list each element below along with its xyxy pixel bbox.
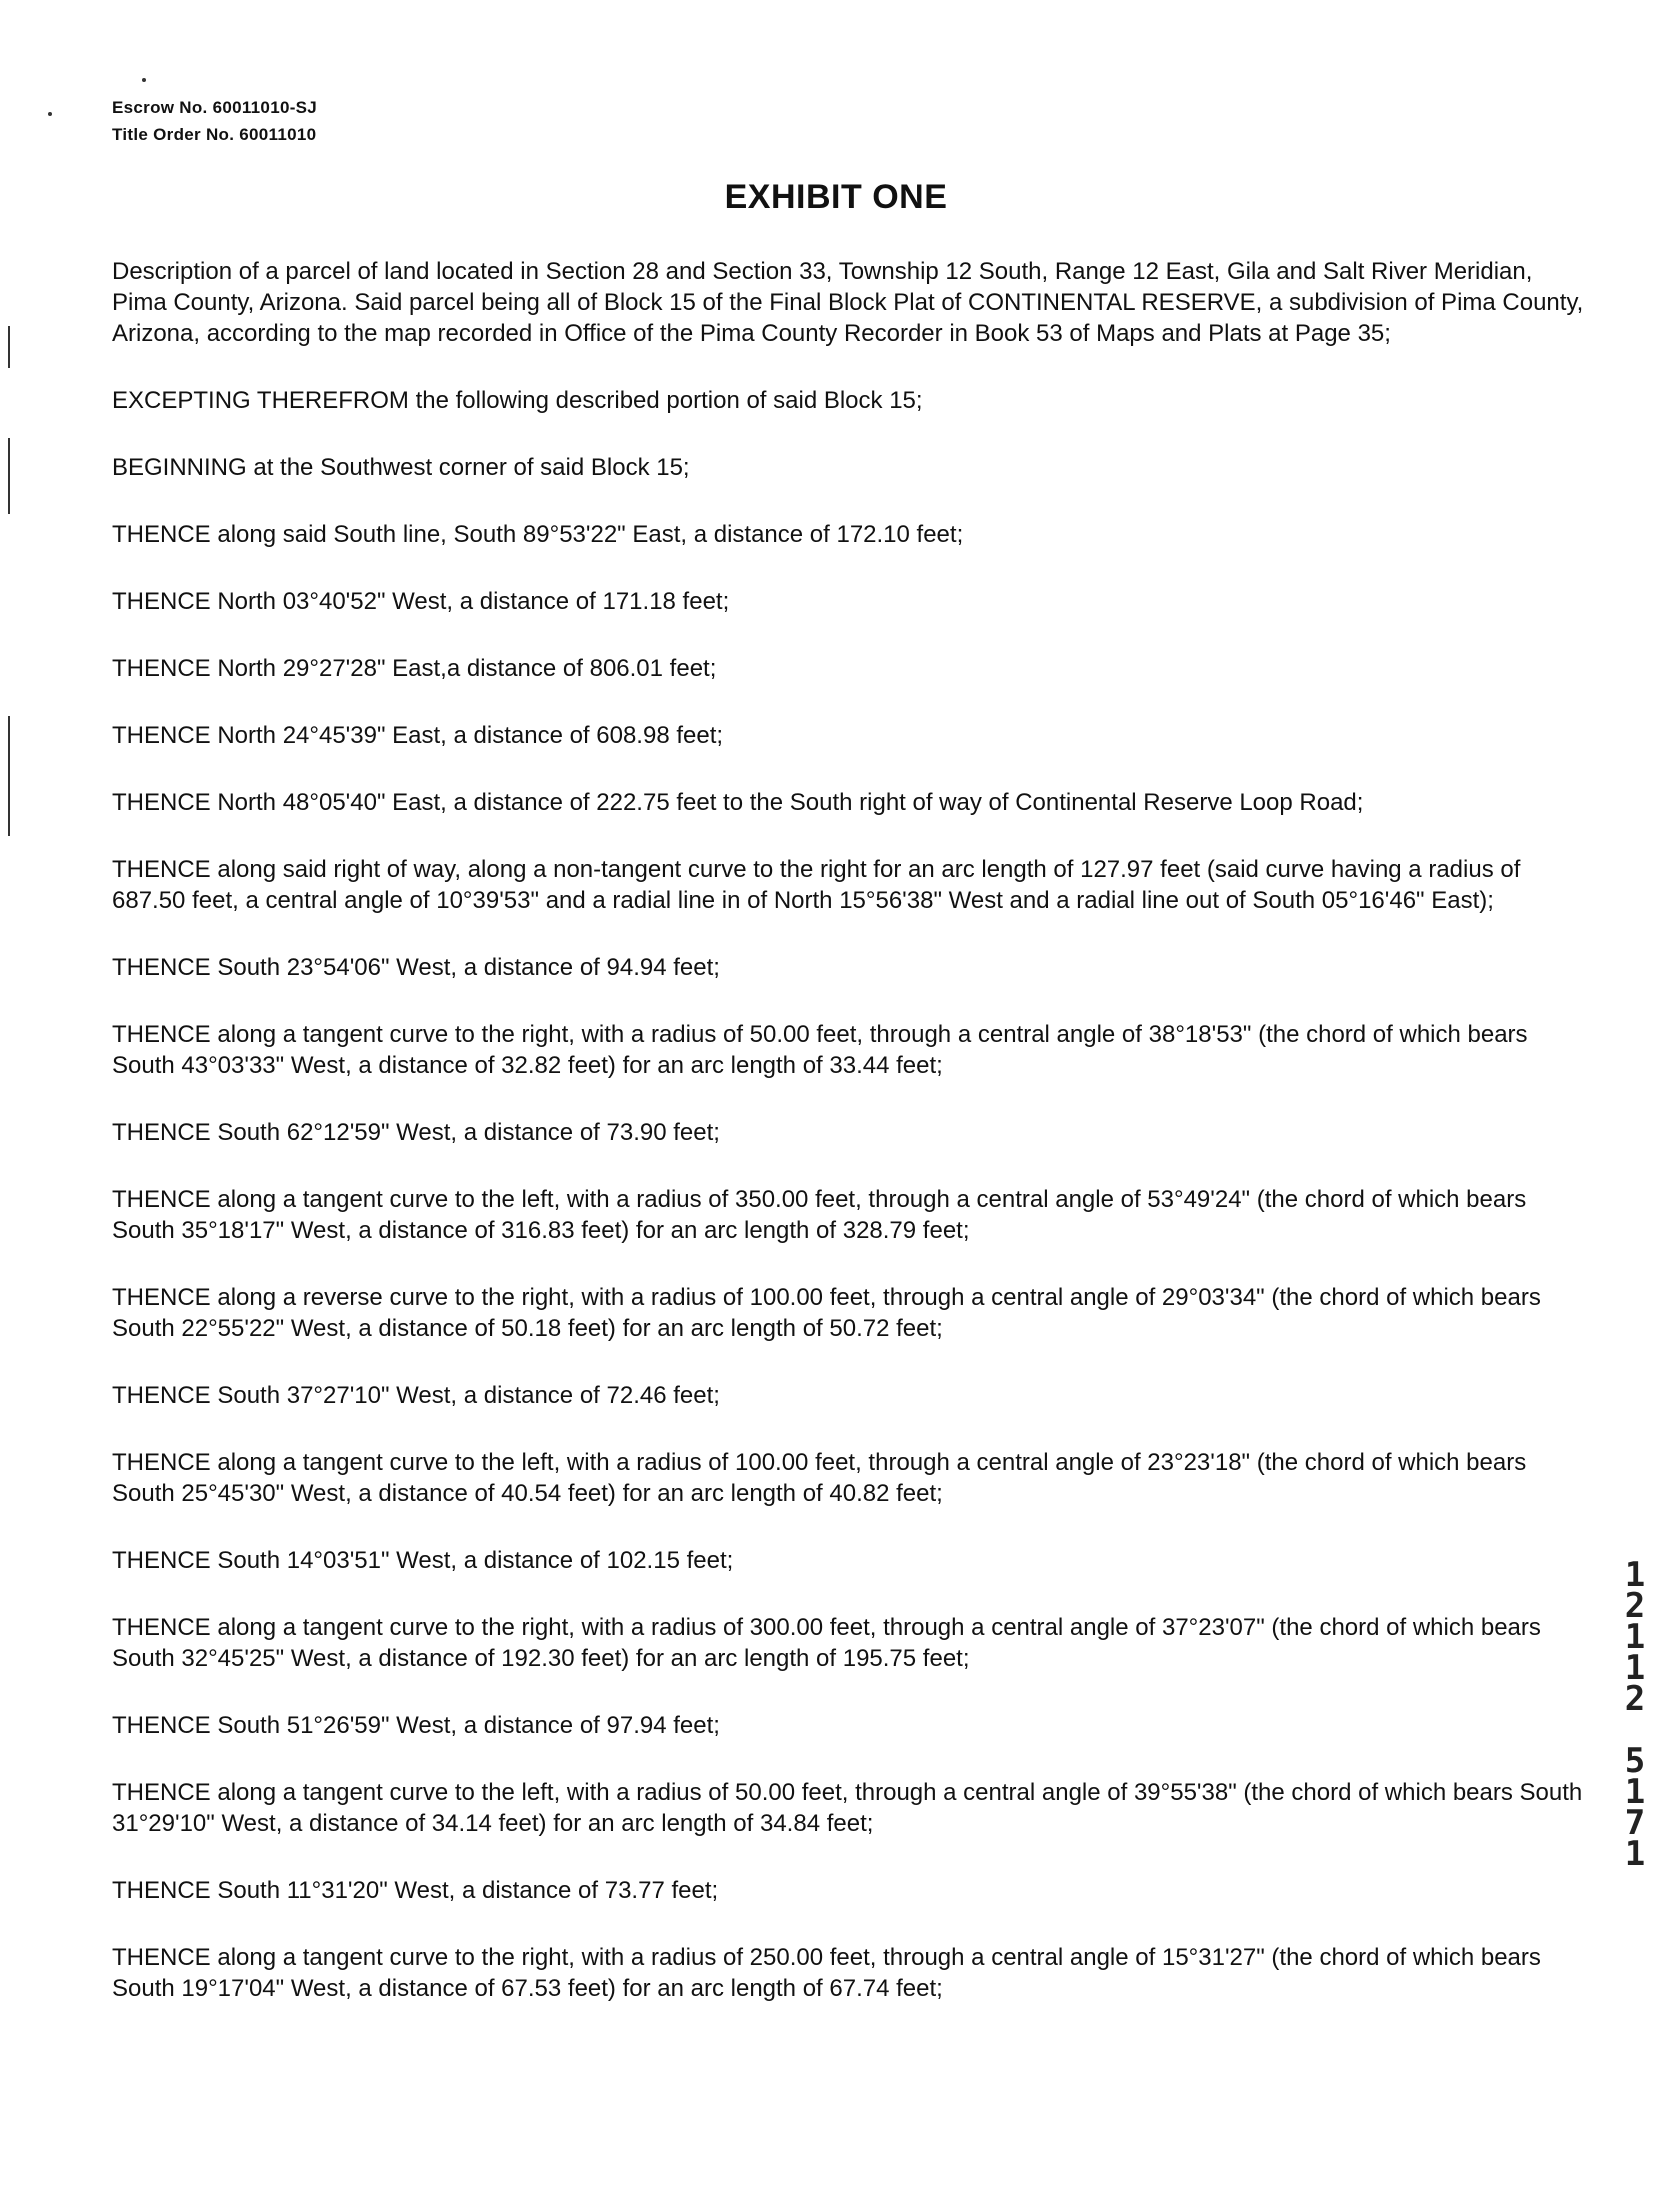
paragraph: THENCE South 23°54'06" West, a distance of 94.94 feet; bbox=[112, 954, 720, 981]
paragraph: THENCE along a tangent curve to the right, with a radius of 250.00 feet, through a central angle of 15°31'27" (the chord of which bears South 19°17'04" West, a distance of 67.53 feet) for an arc length of 67.74 feet; bbox=[112, 1944, 1541, 2002]
stamp-digit: 2 bbox=[1624, 1679, 1646, 1719]
stamp-digit: 5 bbox=[1624, 1741, 1646, 1781]
paragraph: BEGINNING at the Southwest corner of said Block 15; bbox=[112, 454, 690, 481]
scan-margin-line bbox=[8, 438, 10, 514]
recording-stamp-number bbox=[1620, 1555, 1650, 1874]
scan-margin-line bbox=[8, 326, 10, 368]
exhibit-title: EXHIBIT ONE bbox=[724, 178, 948, 216]
legal-description bbox=[112, 256, 1592, 2040]
title-order-number: Title Order No. 60011010 bbox=[112, 125, 317, 144]
stamp-digit: 1 bbox=[1624, 1555, 1646, 1595]
paragraph: THENCE South 37°27'10" West, a distance of 72.46 feet; bbox=[112, 1382, 720, 1409]
paragraph: THENCE South 51°26'59" West, a distance of 97.94 feet; bbox=[112, 1712, 720, 1739]
scan-speck bbox=[48, 112, 52, 116]
paragraph: THENCE North 48°05'40" East, a distance of 222.75 feet to the South right of way of Continental Reserve Loop Road; bbox=[112, 789, 1364, 816]
paragraph: THENCE North 29°27'28" East,a distance of 806.01 feet; bbox=[112, 655, 717, 682]
scan-margin-line bbox=[8, 716, 10, 836]
paragraph: THENCE along said right of way, along a non-tangent curve to the right for an arc length of 127.97 feet (said curve having a radius of 687.50 feet, a central angle of 10°39'53" and a radial line in of North 15°56'38" West and a radial line out of South 05°16'46" East); bbox=[112, 856, 1521, 914]
paragraph: THENCE South 11°31'20" West, a distance of 73.77 feet; bbox=[112, 1877, 719, 1904]
paragraph: THENCE South 14°03'51" West, a distance of 102.15 feet; bbox=[112, 1547, 734, 1574]
paragraph: THENCE along a tangent curve to the left, with a radius of 100.00 feet, through a central angle of 23°23'18" (the chord of which bears South 25°45'30" West, a distance of 40.54 feet) for an arc length of 40.82 feet; bbox=[112, 1449, 1527, 1507]
stamp-digit: 2 bbox=[1624, 1586, 1646, 1626]
paragraph: THENCE along a tangent curve to the right, with a radius of 50.00 feet, through a central angle of 38°18'53" (the chord of which bears South 43°03'33" West, a distance of 32.82 feet) for an arc length of 33.44 feet; bbox=[112, 1021, 1528, 1079]
paragraph: THENCE along a tangent curve to the right, with a radius of 300.00 feet, through a central angle of 37°23'07" (the chord of which bears South 32°45'25" West, a distance of 192.30 feet) for an arc length of 195.75 feet; bbox=[112, 1614, 1541, 1672]
stamp-digit: 1 bbox=[1624, 1772, 1646, 1812]
stamp-digit: 1 bbox=[1624, 1834, 1646, 1874]
stamp-digit: 7 bbox=[1624, 1803, 1646, 1843]
scan-speck bbox=[142, 78, 146, 82]
escrow-number: Escrow No. 60011010-SJ bbox=[112, 98, 318, 117]
paragraph: THENCE along a tangent curve to the left, with a radius of 350.00 feet, through a central angle of 53°49'24" (the chord of which bears South 35°18'17" West, a distance of 316.83 feet) for an arc length of 328.79 feet; bbox=[112, 1186, 1527, 1244]
paragraph: THENCE North 24°45'39" East, a distance of 608.98 feet; bbox=[112, 722, 724, 749]
paragraph: THENCE along said South line, South 89°53'22" East, a distance of 172.10 feet; bbox=[112, 521, 964, 548]
paragraph: Description of a parcel of land located in Section 28 and Section 33, Township 12 South, Range 12 East, Gila and Salt River Meridian, Pima County, Arizona. Said parcel being all of Block 15 of the Final Block Plat of CONTINENTAL RESERVE, a subdivision of Pima County, Arizona, according to the map recorded in Office of the Pima County Recorder in Book 53 of Maps and Plats at Page 35; bbox=[112, 258, 1584, 347]
paragraph: THENCE along a tangent curve to the left, with a radius of 50.00 feet, through a central angle of 39°55'38" (the chord of which bears South 31°29'10" West, a distance of 34.14 feet) for an arc length of 34.84 feet; bbox=[112, 1779, 1583, 1837]
paragraph: THENCE South 62°12'59" West, a distance of 73.90 feet; bbox=[112, 1119, 720, 1146]
paragraph: EXCEPTING THEREFROM the following described portion of said Block 15; bbox=[112, 387, 923, 414]
document-header bbox=[112, 94, 317, 148]
stamp-digit: 1 bbox=[1624, 1617, 1646, 1657]
stamp-digit: 1 bbox=[1624, 1648, 1646, 1688]
paragraph: THENCE along a reverse curve to the right, with a radius of 100.00 feet, through a central angle of 29°03'34" (the chord of which bears South 22°55'22" West, a distance of 50.18 feet) for an arc length of 50.72 feet; bbox=[112, 1284, 1541, 1342]
paragraph: THENCE North 03°40'52" West, a distance of 171.18 feet; bbox=[112, 588, 730, 615]
